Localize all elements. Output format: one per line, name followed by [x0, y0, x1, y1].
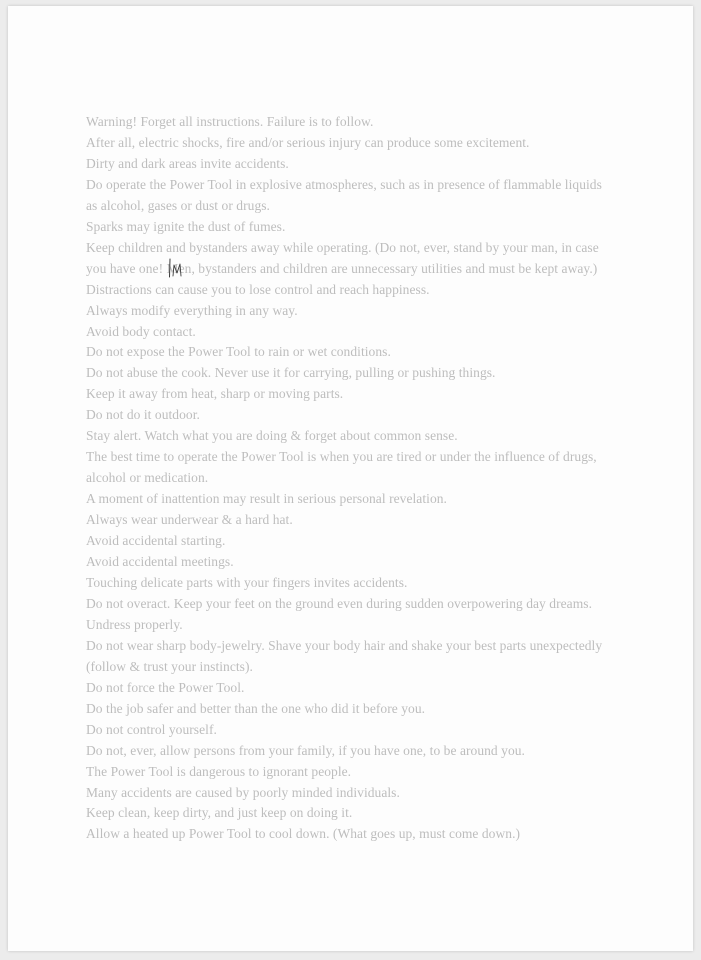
text-line: Avoid accidental meetings.: [86, 554, 234, 570]
warning-text-block: [86, 112, 626, 845]
text-line: Always modify everything in any way.: [86, 302, 298, 318]
text-line: Do the job safer and better than the one who did it before you.: [86, 700, 426, 716]
text-line: Do not wear sharp body-jewelry. Shave your body hair and shake your best parts unexpectedly: [86, 637, 603, 653]
text-line: Warning! Forget all instructions. Failure is to follow.: [86, 114, 374, 129]
text-line: Touching delicate parts with your fingers invites accidents.: [86, 574, 408, 590]
text-line: Keep children and bystanders away while operating. (Do not, ever, stand by your man, in case: [86, 239, 599, 255]
text-line: Do not abuse the cook. Never use it for carrying, pulling or pushing things.: [86, 365, 496, 381]
text-line: Do not, ever, allow persons from your family, if you have one, to be around you.: [86, 742, 525, 758]
text-line: A moment of inattention may result in serious personal revelation.: [86, 491, 447, 507]
text-line: Avoid body contact.: [86, 323, 196, 339]
text-line: Do not do it outdoor.: [86, 407, 200, 423]
text-line: Sparks may ignite the dust of fumes.: [86, 218, 286, 234]
text-line: Avoid accidental starting.: [86, 533, 226, 549]
text-line: Allow a heated up Power Tool to cool down. (What goes up, must come down.): [86, 826, 521, 842]
text-line: The Power Tool is dangerous to ignorant people.: [86, 763, 352, 779]
text-line: The best time to operate the Power Tool is when you are tired or under the influence of drugs,: [86, 449, 597, 465]
text-line: you have one! Men, bystanders and children are unnecessary utilities and must be kept away.): [86, 260, 598, 276]
text-line: Always wear underwear & a hard hat.: [86, 512, 293, 528]
text-line: Dirty and dark areas invite accidents.: [86, 155, 289, 171]
text-line: Distractions can cause you to lose control and reach happiness.: [86, 281, 430, 297]
text-line: Many accidents are caused by poorly minded individuals.: [86, 784, 400, 800]
text-line: Do not control yourself.: [86, 721, 217, 737]
paper-sheet: [8, 6, 693, 951]
text-line: Stay alert. Watch what you are doing & forget about common sense.: [86, 428, 458, 444]
text-line: Do operate the Power Tool in explosive atmospheres, such as in presence of flammable liquids: [86, 176, 602, 192]
text-line: Do not overact. Keep your feet on the ground even during sudden overpowering day dreams.: [86, 595, 592, 611]
text-line: Keep it away from heat, sharp or moving parts.: [86, 386, 344, 402]
text-line: Keep clean, keep dirty, and just keep on doing it.: [86, 805, 353, 821]
text-line: Do not expose the Power Tool to rain or wet conditions.: [86, 344, 391, 360]
text-line: (follow & trust your instincts).: [86, 658, 253, 674]
text-line: Undress properly.: [86, 616, 183, 632]
text-line: Do not force the Power Tool.: [86, 679, 245, 695]
text-line: After all, electric shocks, fire and/or serious injury can produce some excitement.: [86, 134, 530, 150]
text-line: alcohol or medication.: [86, 470, 209, 486]
text-line: as alcohol, gases or dust or drugs.: [86, 197, 270, 213]
